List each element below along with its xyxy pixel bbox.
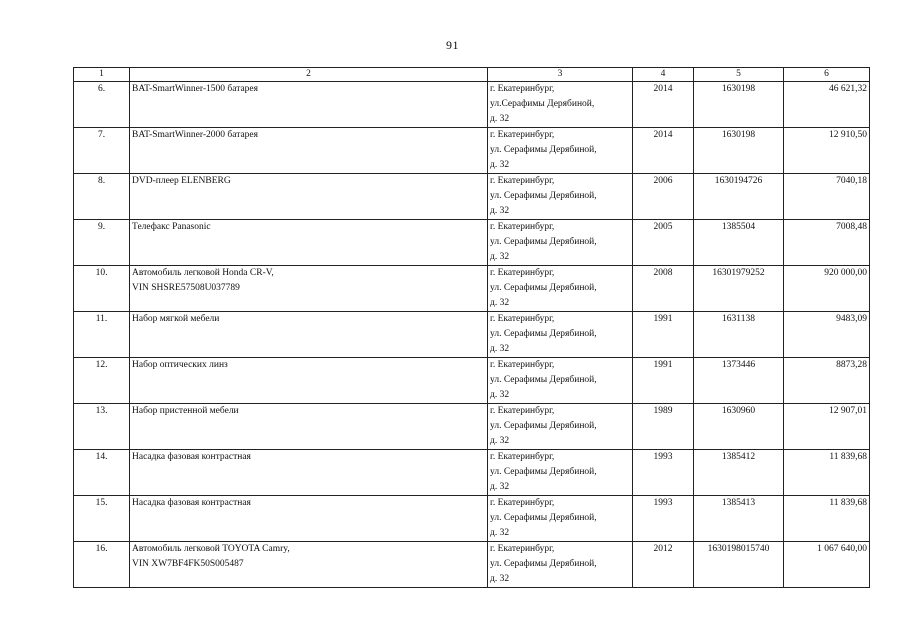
row-number: 6.	[97, 84, 106, 94]
address-line: ул. Серафимы Дерябиной,	[490, 513, 597, 523]
item-name-cell	[130, 450, 488, 496]
row-number: 15.	[95, 498, 108, 508]
item-name-line: Набор оптических линз	[132, 360, 228, 370]
address-line: ул.Серафимы Дерябиной,	[490, 99, 595, 109]
inventory-number: 1385504	[721, 222, 756, 232]
cost-value: 7008,48	[836, 222, 867, 232]
table-row	[74, 358, 870, 404]
inventory-number: 1630198015740	[707, 544, 770, 554]
cost-value: 920 000,00	[824, 268, 867, 278]
row-number-cell	[74, 174, 130, 220]
item-name-line: DVD-плеер ELENBERG	[132, 176, 231, 186]
address-line: д. 32	[490, 344, 510, 354]
item-name-line: Насадка фазовая контрастная	[132, 452, 251, 462]
table-row	[74, 312, 870, 358]
year-value: 1993	[653, 452, 673, 462]
table-row	[74, 404, 870, 450]
cost-value: 12 907,01	[829, 406, 867, 416]
inventory-number: 1630194726	[714, 176, 763, 186]
year-value: 1993	[653, 498, 673, 508]
year-cell	[633, 542, 694, 588]
address-line: д. 32	[490, 482, 510, 492]
address-line: г. Екатеринбург,	[490, 314, 555, 324]
cost-value: 11 839,68	[829, 452, 867, 462]
year-cell	[633, 82, 694, 128]
year-cell	[633, 450, 694, 496]
address-line: г. Екатеринбург,	[490, 268, 555, 278]
item-name-line: BAT-SmartWinner-2000 батарея	[132, 130, 259, 140]
year-cell	[633, 404, 694, 450]
item-name-line: VIN XW7BF4FK50S005487	[132, 559, 244, 569]
row-number-cell	[74, 82, 130, 128]
table-row	[74, 128, 870, 174]
address-line: д. 32	[490, 206, 510, 216]
year-cell	[633, 128, 694, 174]
row-number-cell	[74, 496, 130, 542]
row-number-cell	[74, 266, 130, 312]
column-header-1: 1	[74, 68, 130, 82]
item-name-line: BAT-SmartWinner-1500 батарея	[132, 84, 259, 94]
address-line: ул. Серафимы Дерябиной,	[490, 191, 597, 201]
year-value: 2014	[653, 84, 673, 94]
address-cell	[488, 128, 633, 174]
cost-cell	[784, 82, 870, 128]
table-row	[74, 496, 870, 542]
address-line: д. 32	[490, 390, 510, 400]
cost-cell	[784, 266, 870, 312]
item-name-cell	[130, 542, 488, 588]
cost-cell	[784, 174, 870, 220]
inventory-number-cell	[694, 266, 784, 312]
item-name-cell	[130, 174, 488, 220]
year-cell	[633, 312, 694, 358]
address-line: г. Екатеринбург,	[490, 406, 555, 416]
inventory-number-cell	[694, 358, 784, 404]
row-number-cell	[74, 128, 130, 174]
year-value: 1991	[653, 314, 673, 324]
cost-value: 12 910,50	[829, 130, 867, 140]
page-number: 91	[446, 38, 459, 52]
address-line: г. Екатеринбург,	[490, 84, 555, 94]
inventory-number-cell	[694, 220, 784, 266]
address-line: ул. Серафимы Дерябиной,	[490, 467, 597, 477]
item-name-line: Телефакс Panasonic	[132, 222, 211, 232]
inventory-number: 1630198	[721, 84, 756, 94]
address-line: г. Екатеринбург,	[490, 130, 555, 140]
inventory-number-cell	[694, 450, 784, 496]
inventory-number-cell	[694, 82, 784, 128]
cost-cell	[784, 128, 870, 174]
item-name-cell	[130, 266, 488, 312]
item-name-cell	[130, 358, 488, 404]
address-line: ул. Серафимы Дерябиной,	[490, 375, 597, 385]
table-row	[74, 450, 870, 496]
item-name-cell	[130, 82, 488, 128]
year-value: 2005	[653, 222, 673, 232]
year-value: 1989	[653, 406, 673, 416]
cost-cell	[784, 312, 870, 358]
year-value: 2006	[653, 176, 673, 186]
row-number-cell	[74, 220, 130, 266]
row-number: 11.	[95, 314, 108, 324]
row-number: 13.	[95, 406, 108, 416]
item-name-line: Набор мягкой мебели	[132, 314, 220, 324]
address-cell	[488, 404, 633, 450]
address-line: д. 32	[490, 160, 510, 170]
column-header-4: 4	[633, 68, 694, 82]
address-line: ул. Серафимы Дерябиной,	[490, 559, 597, 569]
item-name-cell	[130, 220, 488, 266]
cost-value: 9483,09	[836, 314, 867, 324]
item-name-line: VIN SHSRE57508U037789	[132, 283, 240, 293]
year-value: 2008	[653, 268, 673, 278]
item-name-cell	[130, 128, 488, 174]
cost-cell	[784, 404, 870, 450]
cost-value: 7040,18	[836, 176, 867, 186]
address-line: ул. Серафимы Дерябиной,	[490, 145, 597, 155]
address-line: д. 32	[490, 298, 510, 308]
row-number-cell	[74, 404, 130, 450]
inventory-number-cell	[694, 496, 784, 542]
item-name-cell	[130, 496, 488, 542]
inventory-number-cell	[694, 404, 784, 450]
item-name-cell	[130, 312, 488, 358]
cost-cell	[784, 358, 870, 404]
address-line: д. 32	[490, 114, 510, 124]
address-cell	[488, 542, 633, 588]
table-row	[74, 174, 870, 220]
address-line: г. Екатеринбург,	[490, 498, 555, 508]
inventory-number-cell	[694, 542, 784, 588]
address-line: г. Екатеринбург,	[490, 222, 555, 232]
row-number: 10.	[95, 268, 108, 278]
row-number: 7.	[97, 130, 106, 140]
inventory-number: 1630198	[721, 130, 756, 140]
item-name-line: Насадка фазовая контрастная	[132, 498, 251, 508]
row-number: 8.	[97, 176, 106, 186]
table-row	[74, 220, 870, 266]
item-name-line: Набор пристенной мебели	[132, 406, 239, 416]
item-name-line: Автомобиль легковой Honda CR-V,	[132, 268, 274, 278]
cost-cell	[784, 450, 870, 496]
cost-cell	[784, 220, 870, 266]
year-value: 2014	[653, 130, 673, 140]
year-cell	[633, 220, 694, 266]
row-number-cell	[74, 450, 130, 496]
inventory-number: 16301979252	[712, 268, 765, 278]
row-number-cell	[74, 312, 130, 358]
column-header-5: 5	[694, 68, 784, 82]
cost-value: 11 839,68	[829, 498, 867, 508]
inventory-number: 1385413	[721, 498, 756, 508]
address-cell	[488, 266, 633, 312]
address-line: г. Екатеринбург,	[490, 360, 555, 370]
address-line: д. 32	[490, 436, 510, 446]
year-cell	[633, 496, 694, 542]
address-line: г. Екатеринбург,	[490, 452, 555, 462]
address-line: ул. Серафимы Дерябиной,	[490, 237, 597, 247]
address-line: г. Екатеринбург,	[490, 176, 555, 186]
address-cell	[488, 496, 633, 542]
address-cell	[488, 312, 633, 358]
table-row	[74, 542, 870, 588]
inventory-number-cell	[694, 174, 784, 220]
column-header-6: 6	[784, 68, 870, 82]
row-number: 9.	[97, 222, 106, 232]
inventory-number: 1630960	[721, 406, 756, 416]
address-line: д. 32	[490, 252, 510, 262]
table-body	[74, 82, 870, 588]
year-cell	[633, 266, 694, 312]
row-number: 16.	[95, 544, 108, 554]
inventory-number: 1385412	[721, 452, 756, 462]
address-cell	[488, 174, 633, 220]
cost-cell	[784, 542, 870, 588]
row-number: 12.	[95, 360, 108, 370]
address-line: ул. Серафимы Дерябиной,	[490, 329, 597, 339]
header-row	[74, 68, 870, 82]
address-line: д. 32	[490, 574, 510, 584]
address-line: ул. Серафимы Дерябиной,	[490, 283, 597, 293]
address-cell	[488, 450, 633, 496]
inventory-table	[73, 67, 870, 588]
address-line: д. 32	[490, 528, 510, 538]
year-cell	[633, 358, 694, 404]
row-number-cell	[74, 358, 130, 404]
cost-value: 8873,28	[836, 360, 867, 370]
year-value: 2012	[653, 544, 673, 554]
inventory-number: 1631138	[722, 314, 755, 324]
column-header-2: 2	[130, 68, 488, 82]
year-value: 1991	[653, 360, 673, 370]
inventory-number-cell	[694, 312, 784, 358]
cost-cell	[784, 496, 870, 542]
address-cell	[488, 358, 633, 404]
address-line: ул. Серафимы Дерябиной,	[490, 421, 597, 431]
row-number: 14.	[95, 452, 108, 462]
address-line: г. Екатеринбург,	[490, 544, 555, 554]
cost-value: 1 067 640,00	[817, 544, 867, 554]
address-cell	[488, 82, 633, 128]
cost-value: 46 621,32	[829, 84, 867, 94]
row-number-cell	[74, 542, 130, 588]
item-name-line: Автомобиль легковой TOYOTA Camry,	[132, 544, 290, 554]
inventory-number: 1373446	[721, 360, 756, 370]
table-row	[74, 266, 870, 312]
table-row	[74, 82, 870, 128]
column-header-3: 3	[488, 68, 633, 82]
year-cell	[633, 174, 694, 220]
address-cell	[488, 220, 633, 266]
item-name-cell	[130, 404, 488, 450]
inventory-number-cell	[694, 128, 784, 174]
